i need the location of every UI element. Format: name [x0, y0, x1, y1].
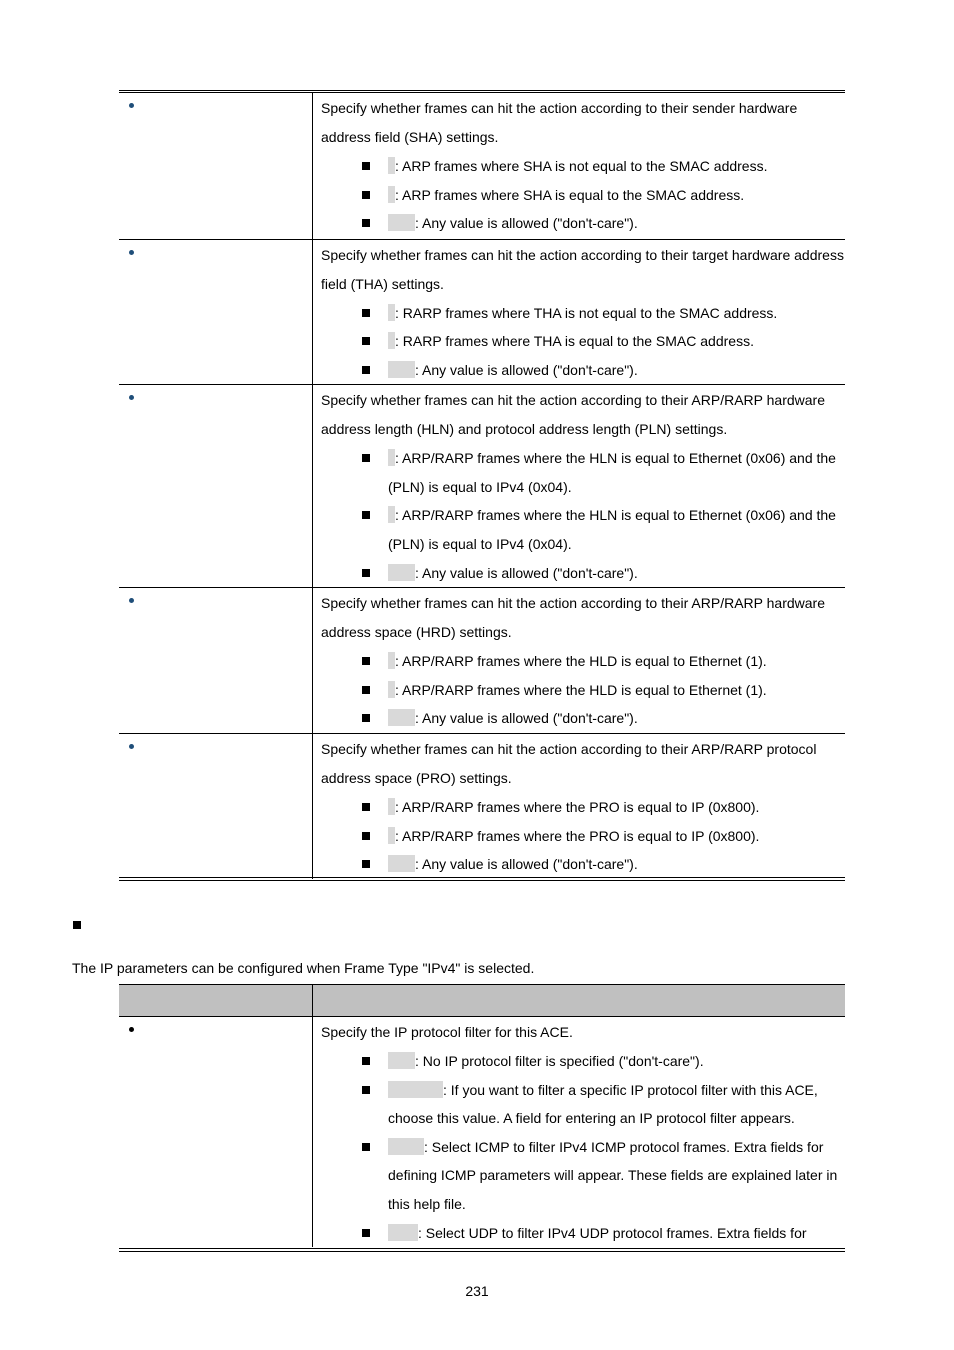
option-key-highlight [388, 709, 415, 726]
square-bullet-icon [362, 657, 370, 665]
option-key-highlight [388, 186, 395, 203]
bullet-icon [129, 1027, 134, 1032]
option-text: : Any value is allowed ("don't-care"). [415, 856, 638, 873]
header-cell-object [119, 985, 313, 1017]
option-text: : Select ICMP to filter IPv4 ICMP protocol frames. Extra fields for defining ICMP parameters will appear. These fields are explained later in this help file. [388, 1138, 838, 1212]
option-key-highlight [388, 304, 395, 321]
option-item [313, 181, 845, 210]
option-item [313, 501, 845, 558]
parameter-description-cell [313, 1017, 846, 1248]
square-bullet-icon [362, 309, 370, 317]
option-key-highlight [388, 798, 395, 815]
square-bullet-icon [362, 1229, 370, 1237]
parameter-description-cell [313, 93, 846, 239]
option-item [313, 327, 845, 356]
option-item [313, 299, 845, 328]
option-item [313, 793, 845, 822]
option-text: : ARP/RARP frames where the HLD is equal to Ethernet (1). [395, 653, 767, 670]
option-text: : RARP frames where THA is not equal to the SMAC address. [395, 304, 778, 321]
option-key-highlight [388, 332, 395, 349]
square-bullet-icon [362, 366, 370, 374]
square-bullet-icon [362, 1086, 370, 1094]
option-list [313, 793, 845, 879]
option-key-highlight [388, 855, 415, 872]
arp-parameters-table [119, 93, 845, 879]
option-item [313, 152, 845, 181]
bullet-icon [129, 395, 134, 400]
square-bullet-icon [362, 454, 370, 462]
option-item [313, 1076, 845, 1133]
option-list [313, 444, 845, 587]
option-text: : ARP frames where SHA is not equal to the SMAC address. [395, 158, 768, 174]
page-number: 231 [465, 1283, 489, 1299]
parameter-description-cell [313, 734, 846, 879]
table-top-rule [119, 90, 845, 91]
option-text: : If you want to filter a specific IP protocol filter with this ACE, choose this value. A field for entering an IP protocol filter appears. [388, 1081, 818, 1127]
option-key-highlight [388, 1052, 415, 1069]
parameter-description: Specify whether frames can hit the action according to their ARP/RARP protocol address space (PRO) settings. [321, 741, 817, 787]
option-key-highlight [388, 361, 415, 378]
option-key-highlight [388, 681, 395, 698]
option-text: : Select UDP to filter IPv4 UDP protocol frames. Extra fields for [418, 1224, 807, 1241]
option-list [313, 152, 845, 238]
option-item [313, 647, 845, 676]
option-list [313, 647, 845, 733]
table-row [119, 93, 845, 239]
square-bullet-icon [362, 1143, 370, 1151]
square-bullet-icon [362, 511, 370, 519]
ip-parameters-table [119, 985, 845, 1247]
square-bullet-icon [362, 569, 370, 577]
parameter-description: Specify whether frames can hit the action according to their sender hardware address field (SHA) settings. [321, 100, 798, 145]
parameter-name-cell [119, 239, 313, 385]
square-bullet-icon [362, 219, 370, 227]
option-key-highlight [388, 827, 395, 844]
option-text: : Any value is allowed ("don't-care"). [415, 361, 638, 378]
header-cell-description [313, 985, 846, 1017]
option-text: : ARP/RARP frames where the HLD is equal to Ethernet (1). [395, 681, 767, 698]
option-text: : ARP/RARP frames where the HLN is equal to Ethernet (0x06) and the (PLN) is equal to IPv4 (0x04). [388, 450, 836, 495]
option-item [313, 1047, 845, 1076]
option-key-highlight [388, 1138, 424, 1155]
parameter-name-cell [119, 734, 313, 879]
option-key-highlight [388, 1224, 418, 1241]
table-header-row [119, 985, 845, 1017]
bullet-icon [129, 598, 134, 603]
option-item [313, 444, 845, 501]
option-key-highlight [388, 506, 395, 523]
parameter-description: Specify whether frames can hit the action according to their target hardware address field (THA) settings. [321, 246, 844, 292]
bullet-icon [129, 744, 134, 749]
square-bullet-icon [362, 860, 370, 868]
option-key-highlight [388, 1081, 443, 1098]
parameter-description: Specify whether frames can hit the action according to their ARP/RARP hardware address space (HRD) settings. [321, 595, 825, 641]
option-item [313, 559, 845, 588]
table-row [119, 1017, 845, 1248]
square-bullet-icon [362, 714, 370, 722]
option-key-highlight [388, 449, 395, 466]
option-item [313, 356, 845, 385]
option-item [313, 704, 845, 733]
option-text: : ARP/RARP frames where the HLN is equal to Ethernet (0x06) and the (PLN) is equal to IPv4 (0x04). [388, 507, 836, 553]
parameter-name-cell [119, 93, 313, 239]
option-item [313, 822, 845, 851]
option-text: : Any value is allowed ("don't-care"). [415, 710, 638, 727]
bullet-icon [129, 103, 134, 108]
parameter-name-cell [119, 1017, 313, 1248]
table-row [119, 385, 845, 588]
option-item [313, 1219, 845, 1248]
parameter-description-cell [313, 239, 846, 385]
option-list [313, 299, 845, 385]
table-row [119, 734, 845, 879]
option-key-highlight [388, 564, 415, 581]
square-bullet-icon [362, 686, 370, 694]
square-bullet-icon [362, 1057, 370, 1065]
option-key-highlight [388, 652, 395, 669]
parameter-description: Specify whether frames can hit the action according to their ARP/RARP hardware address length (HLN) and protocol address length (PLN) settings. [321, 392, 825, 438]
parameter-description-cell [313, 385, 846, 588]
option-item [313, 1133, 845, 1219]
option-key-highlight [388, 157, 395, 174]
option-item [313, 676, 845, 705]
option-text: : ARP/RARP frames where the PRO is equal to IP (0x800). [395, 827, 760, 844]
section-square-icon [73, 921, 81, 929]
table-row [119, 588, 845, 734]
option-text: : Any value is allowed ("don't-care"). [415, 564, 638, 581]
option-item [313, 850, 845, 879]
parameter-description: Specify the IP protocol filter for this ACE. [321, 1024, 573, 1040]
parameter-name-cell [119, 588, 313, 734]
table-bottom-rule [119, 877, 845, 881]
parameter-name-cell [119, 385, 313, 588]
bullet-icon [129, 250, 134, 255]
square-bullet-icon [362, 191, 370, 199]
option-text: : ARP frames where SHA is equal to the SMAC address. [395, 186, 745, 203]
square-bullet-icon [362, 337, 370, 345]
table-row [119, 239, 845, 385]
option-text: : ARP/RARP frames where the PRO is equal to IP (0x800). [395, 799, 760, 816]
option-list [313, 1047, 845, 1247]
square-bullet-icon [362, 803, 370, 811]
option-text: : RARP frames where THA is equal to the SMAC address. [395, 333, 754, 350]
parameter-description-cell [313, 588, 846, 734]
ip-intro-text: The IP parameters can be configured when Frame Type "IPv4" is selected. [72, 960, 535, 976]
option-item [313, 209, 845, 238]
ip-table-bottom-rule [119, 1248, 845, 1252]
option-key-highlight [388, 214, 415, 231]
square-bullet-icon [362, 162, 370, 170]
option-text: : No IP protocol filter is specified ("don't-care"). [415, 1053, 704, 1069]
square-bullet-icon [362, 832, 370, 840]
option-text: : Any value is allowed ("don't-care"). [415, 215, 638, 232]
